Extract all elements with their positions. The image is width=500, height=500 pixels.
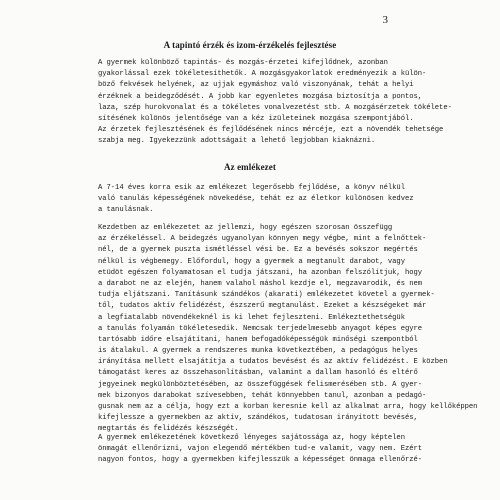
text-line: laza, szép hurokvonalat és a tökéletes vonalvezetést stb. A mozgásérzetek tökélete-	[98, 103, 452, 112]
text-line: kifejlessze a gyermekben az aktív, szándékos, tudatosan irányított bevésés,	[98, 414, 418, 423]
text-line: gusnak nem az a célja, hogy ezt a korban keresnie kell az alkalmat arra, hogy kellőképpen	[98, 403, 478, 411]
text-line: a tanulás folyamán tökéletesedik. Nemcsak terjedelmesebb anyagot képes egyre	[98, 324, 423, 333]
text-line: gyakorlással ezek tökéletesíthetők. A mozgásgyakorlatok eredményezik a külön-	[98, 70, 427, 79]
paragraph-memory-intro	[98, 183, 414, 217]
text-line: nél, de a gyermek puszta ismétléssel vési be. Ez a bevésés sokszor megértés	[98, 246, 418, 255]
text-line: böző fekvések helyének, az ujjak egymáshoz való viszonyának, tehát a helyi	[98, 81, 414, 90]
text-line: támogatást keres az összehasonlításban, valamint a dallam hasonló és eltérő	[98, 369, 418, 378]
text-line: a darabot ne az elején, hanem valahol máshol kezdje el, megzavarodik, és nem	[98, 279, 423, 288]
text-line: nélkül is végbemegy. Előfordul, hogy a gyermek a megtanult darabot, vagy	[98, 257, 405, 266]
text-line: nagyon fontos, hogy a gyermekben kifejlesszük a képességet önmaga ellenőrzé-	[98, 456, 423, 465]
text-line: A gyermek emlékezetének következő lényeges sajátossága az, hogy képtelen	[98, 434, 405, 442]
text-line: való tanulás képességének növekedése, tehát ez az életkor különösen kedvez	[98, 195, 414, 204]
text-line: etüdöt egészen folyamatosan el tudja játszani, ha azonban felszólítjuk, hogy	[98, 268, 423, 277]
paragraph-memory-development	[98, 223, 478, 436]
text-line: mek bizonyos darabokat szívesebben, tehát könnyebben tanul, azonban a pedagó-	[98, 391, 427, 400]
paragraph-tactile	[98, 58, 452, 148]
paragraph-memory-selfcheck	[98, 433, 423, 467]
text-line: Az érzetek fejlesztésének és fejlődésének nincs mércéje, ezt a növendék tehetsége	[98, 126, 444, 135]
text-line: Kezdetben az emlékezetet az jellemzi, hogy egészen szorosan összefügg	[98, 224, 393, 232]
text-line: től, tudatos aktív felidézést, észszerű megtanulást. Ezeket a készségeket már	[98, 302, 427, 311]
text-line: is átalakul. A gyermek a rendszeres munka következtében, a pedagógus helyes	[98, 347, 418, 356]
text-line: a legfiatalabb növendékeknél is ki lehet fejleszteni. Emlékeztethetségük	[98, 313, 405, 322]
text-line: tudja eljátszani. Tanításunk szándékos (akarati) emlékezetet követel a gyermek-	[98, 291, 435, 300]
page-number: 3	[382, 14, 388, 26]
text-line: irányítása mellett elsajátítja a tudatos bevésést és az aktív felidézést. E közben	[98, 358, 448, 367]
text-line: sítésének különös jelentősége van a kéz izületeinek mozgása szempontjából.	[98, 114, 414, 123]
text-line: érzéknek a beidegződését. A jobb kar egyenletes mozgása biztosítja a pontos,	[98, 92, 423, 101]
text-line: A gyermek különböző tapintás- és mozgás-érzetei kifejlődnek, azonban	[98, 59, 388, 67]
text-line: tartósabb időre elsajátítani, hanem befogadóképességük minőségi szempontból	[98, 335, 418, 344]
text-line: önmagát ellenőrizni, vajon elegendő mértékben tud-e valamit, vagy nem. Ezért	[98, 445, 423, 454]
text-line: jegyeinek megkülönböztetésében, az összefüggések felismerésében stb. A gyer-	[98, 380, 423, 389]
text-line: az érzékeléssel. A beidegzés ugyanolyan könnyen megy végbe, mint a felnőttek-	[98, 235, 427, 244]
text-line: A 7-14 éves korra esik az emlékezet legerősebb fejlődése, a könyv nélkül	[98, 184, 405, 192]
text-line: szabja meg. Igyekezzünk adottságait a lehető legjobban kiaknázni.	[98, 137, 376, 146]
section-heading-tactile: A tapintó érzék és izom-érzékelés fejlesztése	[163, 40, 337, 50]
section-heading-memory: Az emlékezet	[224, 162, 276, 172]
text-line: megtartás és felidézés készségét.	[98, 425, 239, 434]
text-line: a tanulásnak.	[98, 206, 154, 215]
